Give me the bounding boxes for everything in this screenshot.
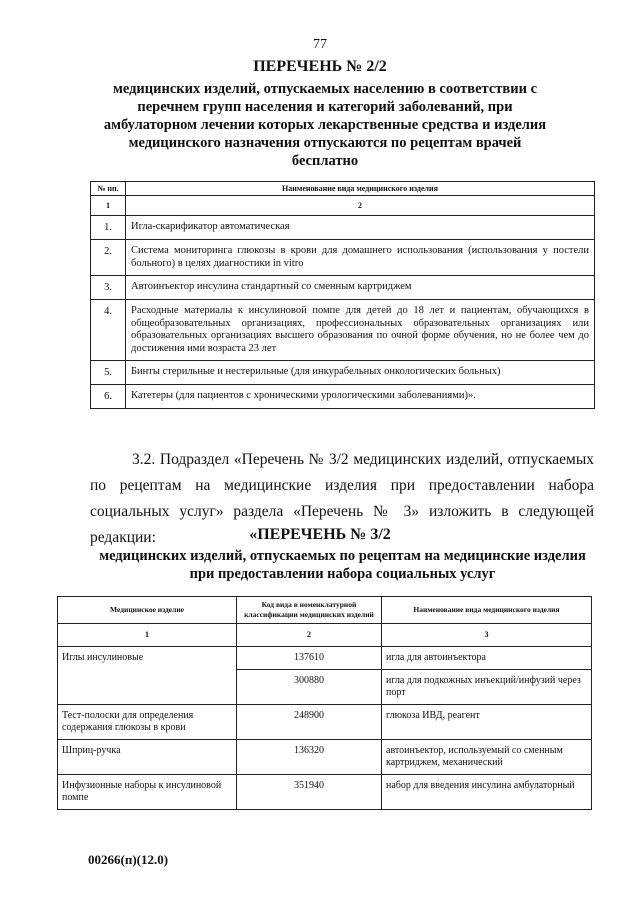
row-number: 6.	[91, 385, 126, 409]
kind-cell: автоинъектор, используемый со сменным картриджем, механический	[382, 740, 592, 775]
code-cell: 351940	[237, 775, 382, 810]
item-cell: Инфузионные наборы к инсулиновой помпе	[58, 775, 237, 810]
header-name: Наименование вида медицинского изделия	[126, 182, 595, 196]
code-cell: 300880	[237, 670, 382, 705]
code-cell: 136320	[237, 740, 382, 775]
index-cell: 1	[58, 624, 237, 647]
row-name: Игла-скарификатор автоматическая	[126, 216, 595, 240]
item-cell: Шприц-ручка	[58, 740, 237, 775]
row-name: Бинты стерильные и нестерильные (для инкурабельных онкологических больных)	[126, 361, 595, 385]
header-kind: Наименование вида медицинского изделия	[382, 597, 592, 624]
index-cell: 1	[91, 196, 126, 216]
header-item: Медицинское изделие	[58, 597, 237, 624]
list-2-2-table	[90, 181, 595, 409]
row-name: Катетеры (для пациентов с хроническими урологическими заболеваниями)».	[126, 385, 595, 409]
page-number: 77	[313, 37, 327, 52]
header-code: Код вида в номенклатурной классификации медицинских изделий	[237, 597, 382, 624]
row-name: Система мониторинга глюкозы в крови для домашнего использования (использования у постели больного) в целях диагностики in vitro	[126, 240, 595, 276]
table-row	[91, 216, 595, 240]
table-row	[91, 240, 595, 276]
list-3-2-subtitle: медицинских изделий, отпускаемых по рецептам на медицинские изделия при предоставлении набора социальных услуг	[99, 548, 586, 582]
list-2-2-subtitle: медицинских изделий, отпускаемых населению в соответствии с перечнем групп населения и категорий заболеваний, при амбулаторном лечении которых лекарственные средства и изделия медицинского назначения отпускаются по рецептам врачей бесплатно	[103, 81, 547, 169]
kind-cell: игла для автоинъектора	[382, 647, 592, 670]
row-number: 3.	[91, 276, 126, 300]
index-cell: 3	[382, 624, 592, 647]
row-name: Автоинъектор инсулина стандартный со сменным картриджем	[126, 276, 595, 300]
table-row	[58, 775, 592, 810]
row-number: 5.	[91, 361, 126, 385]
kind-cell: набор для введения инсулина амбулаторный	[382, 775, 592, 810]
table-row	[91, 385, 595, 409]
list-2-2-title: ПЕРЕЧЕНЬ № 2/2	[253, 58, 387, 75]
amendment-paragraph-text: 3.2. Подраздел «Перечень № 3/2 медицинских изделий, отпускаемых по рецептам на медицинские изделия при предоставлении набора социальных услуг» раздела «Перечень № 3» изложить в следующей редакции:	[90, 451, 594, 546]
code-cell: 248900	[237, 705, 382, 740]
index-cell: 2	[237, 624, 382, 647]
row-number: 1.	[91, 216, 126, 240]
row-number: 4.	[91, 300, 126, 361]
kind-cell: игла для подкожных инъекций/инфузий через порт	[382, 670, 592, 705]
row-name: Расходные материалы к инсулиновой помпе для детей до 18 лет и пациентам, обучающихся в общеобразовательных организациях, профессиональных образовательных организациях или образовательных организациях высшего образования по очной форме обучения, но не более чем до достижения ими возраста 23 лет	[126, 300, 595, 361]
item-cell: Тест-полоски для определения содержания глюкозы в крови	[58, 705, 237, 740]
item-cell: Иглы инсулиновые	[58, 647, 237, 705]
table-row	[58, 740, 592, 775]
table-row	[91, 276, 595, 300]
row-number: 2.	[91, 240, 126, 276]
list-3-2-table	[57, 596, 592, 810]
code-cell: 137610	[237, 647, 382, 670]
table-row	[58, 647, 592, 670]
header-num: № пп.	[91, 182, 126, 196]
list-3-2-title: «ПЕРЕЧЕНЬ № 3/2	[249, 526, 391, 543]
table-row	[91, 300, 595, 361]
table-row	[91, 361, 595, 385]
table-row	[58, 705, 592, 740]
document-code: 00266(п)(12.0)	[88, 852, 169, 867]
index-cell: 2	[126, 196, 595, 216]
kind-cell: глюкоза ИВД, реагент	[382, 705, 592, 740]
